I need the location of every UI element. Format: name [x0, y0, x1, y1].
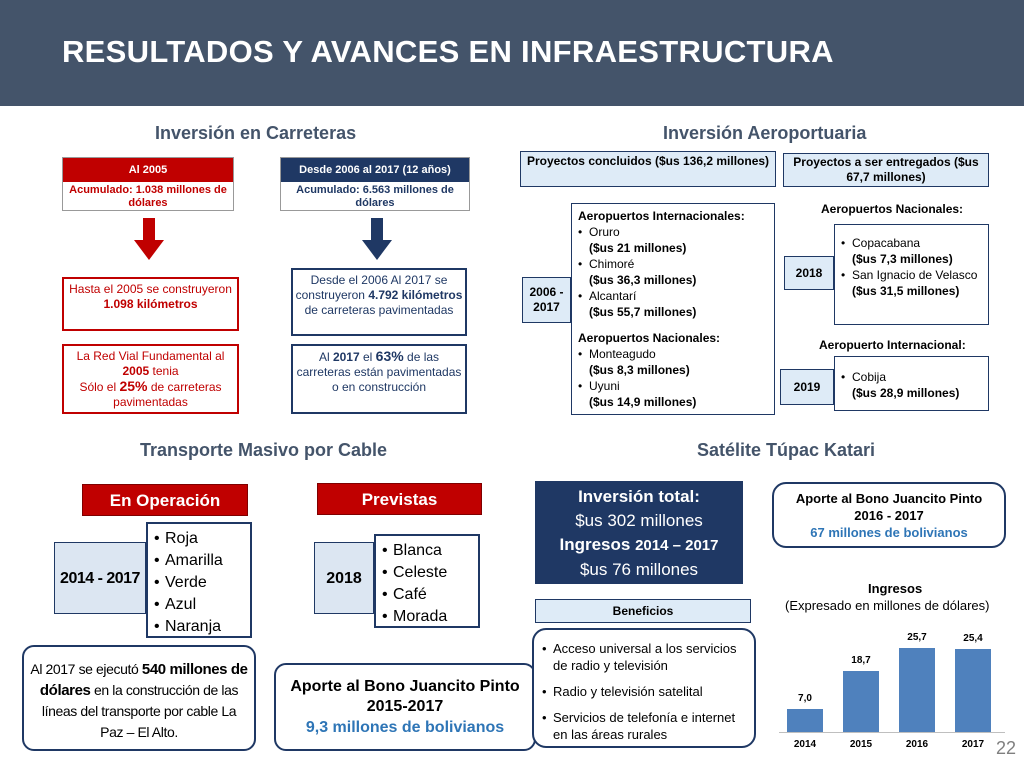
- airport-name: • Chimoré: [578, 256, 768, 272]
- airports-2018-list: [834, 224, 989, 325]
- period-label: Desde 2006 al 2017 (12 años): [281, 158, 469, 182]
- text: Sólo el: [79, 380, 120, 394]
- cable-investment-note: [22, 645, 256, 751]
- section-title-carreteras: Inversión en Carreteras: [155, 123, 357, 143]
- airport-amount: ($us 8,3 millones): [589, 363, 690, 377]
- text-emphasis: 2017: [332, 350, 360, 364]
- ing-value: $us 76 millones: [579, 560, 699, 579]
- intl-airports-title: Aeropuertos Internacionales:: [578, 209, 745, 223]
- paved-2017: [291, 344, 467, 414]
- airport-name: • Monteagudo: [578, 346, 768, 362]
- ing-period: 2014 – 2017: [635, 537, 719, 554]
- planned-lines-box: [374, 534, 480, 628]
- projects-concluded: Proyectos concluidos ($us 136,2 millones): [520, 151, 776, 187]
- cable-line-item: • Verde: [154, 572, 244, 594]
- page-title: RESULTADOS Y AVANCES EN INFRAESTRUCTURA: [62, 34, 834, 69]
- year-2019: 2019: [780, 369, 834, 405]
- bar-2016: [899, 648, 935, 732]
- text: de las carreteras están pavimentadas o en construcción: [296, 350, 462, 394]
- bono-title: Aporte al Bono Juancito Pinto 2015-2017: [290, 678, 520, 715]
- ing-label: Ingresos: [559, 535, 636, 554]
- benefits-box: [532, 628, 756, 748]
- nat-2018-list: [841, 235, 982, 299]
- intl-2019-list: [841, 369, 982, 401]
- airports-concluded-list: [571, 203, 775, 415]
- bar-value-label: 25,7: [907, 631, 927, 643]
- cable-line-item: • Blanca: [382, 540, 472, 562]
- operating-label: En Operación: [82, 484, 248, 516]
- nat-airports-list: [578, 346, 768, 410]
- carreteras-2005-card: [62, 157, 234, 211]
- airport-amount: ($us 55,7 millones): [589, 305, 697, 319]
- cable-line-item: • Celeste: [382, 562, 472, 584]
- planned-label: Previstas: [317, 483, 482, 515]
- satelite-bono-card: [772, 482, 1006, 548]
- carreteras-2006-2017-card: [280, 157, 470, 211]
- section-title-aero: Inversión Aeroportuaria: [663, 123, 867, 143]
- page-number: 22: [996, 738, 1017, 758]
- accumulated-label: Acumulado: 1.038 millones de dólares: [69, 184, 227, 209]
- operating-period: 2014 - 2017: [54, 542, 146, 614]
- airport-amount: ($us 36,3 millones): [589, 273, 697, 287]
- bar-value-label: 18,7: [851, 654, 871, 666]
- nat-2018-title: Aeropuertos Nacionales:: [821, 202, 964, 216]
- intl-airports-list: [578, 224, 768, 320]
- benefit-item: • Acceso universal a los servicios de radio y televisión: [542, 640, 746, 674]
- inv-label: Inversión total:: [578, 487, 700, 506]
- benefits-list: [542, 640, 746, 743]
- bar-value-label: 25,4: [963, 632, 983, 644]
- cable-line-item: • Naranja: [154, 616, 244, 638]
- text: Al 2017 se ejecutó: [30, 661, 142, 677]
- cable-bono-card: [274, 663, 536, 751]
- text: de carreteras pavimentadas: [304, 303, 454, 317]
- x-tick-label: 2014: [793, 739, 817, 750]
- benefits-title: Beneficios: [535, 599, 751, 623]
- x-tick-label: 2016: [905, 739, 929, 750]
- planned-period: 2018: [314, 542, 374, 614]
- airport-amount: ($us 28,9 millones): [852, 386, 960, 400]
- cable-line-item: • Roja: [154, 528, 244, 550]
- text-emphasis: 63%: [375, 348, 404, 364]
- red-vial-2005: [62, 344, 239, 414]
- cable-line-item: • Azul: [154, 594, 244, 616]
- ingresos-bar-chart: [775, 618, 1015, 756]
- arrow-down-navy-icon: [362, 218, 392, 260]
- text-emphasis: 25%: [119, 378, 148, 394]
- text-emphasis: 2005: [122, 364, 150, 378]
- airport-name: • Cobija: [841, 369, 982, 385]
- intl-2019-title: Aeropuerto Internacional:: [819, 338, 966, 352]
- projects-to-deliver: Proyectos a ser entregados ($us 67,7 millones): [783, 153, 989, 187]
- airport-amount: ($us 14,9 millones): [589, 395, 697, 409]
- bar-2014: [787, 709, 823, 732]
- year-2018: 2018: [784, 256, 834, 290]
- airport-amount: ($us 7,3 millones): [852, 252, 953, 266]
- chart-title: Ingresos: [868, 581, 923, 596]
- text: Hasta el 2005 se construyeron: [69, 282, 232, 296]
- accumulated-label: Acumulado: 6.563 millones de dólares: [296, 184, 454, 209]
- arrow-down-red-icon: [134, 218, 164, 260]
- km-built-2005: [62, 277, 239, 331]
- investment-total-card: [535, 481, 743, 584]
- text: de carreteras pavimentadas: [113, 380, 222, 409]
- text: tenia: [149, 364, 179, 378]
- section-title-cable: Transporte Masivo por Cable: [140, 440, 388, 460]
- bar-value-label: 7,0: [798, 693, 812, 704]
- bono-title: Aporte al Bono Juancito Pinto 2016 - 2017: [795, 491, 983, 523]
- text: La Red Vial Fundamental al: [76, 349, 225, 363]
- bar-2017: [955, 649, 991, 732]
- cable-line-item: • Morada: [382, 606, 472, 628]
- inv-value: $us 302 millones: [575, 511, 703, 530]
- airport-name: • Oruro: [578, 224, 768, 240]
- airport-amount: ($us 31,5 millones): [852, 284, 960, 298]
- text-emphasis: 540 millones de dólares: [39, 661, 248, 699]
- text-emphasis: 4.792 kilómetros: [368, 288, 463, 302]
- x-tick-label: 2015: [849, 739, 873, 750]
- operating-lines: [154, 528, 244, 638]
- section-title-satelite: Satélite Túpac Katari: [697, 440, 876, 460]
- x-tick-label: 2017: [961, 739, 985, 750]
- airport-name: • Uyuni: [578, 378, 768, 394]
- x-axis-line: [779, 732, 1005, 733]
- planned-lines: [382, 540, 472, 628]
- cable-line-item: • Café: [382, 584, 472, 606]
- bono-value: 9,3 millones de bolivianos: [305, 719, 505, 736]
- bono-value: 67 millones de bolivianos: [810, 525, 968, 540]
- text: en la construcción de las líneas del transporte por cable La Paz – El Alto.: [41, 682, 239, 740]
- nat-airports-title: Aeropuertos Nacionales:: [578, 331, 721, 345]
- text: el: [359, 350, 376, 364]
- text: Al: [318, 350, 333, 364]
- airports-2019-list: [834, 356, 989, 411]
- chart-subtitle: (Expresado en millones de dólares): [785, 598, 990, 613]
- km-built-2006-2017: [291, 268, 467, 336]
- period-label: Al 2005: [63, 158, 233, 182]
- period-2006-2017: 2006 - 2017: [522, 277, 571, 323]
- airport-name: • Alcantarí: [578, 288, 768, 304]
- text-emphasis: 1.098 kilómetros: [103, 297, 198, 311]
- operating-lines-box: [146, 522, 252, 638]
- benefit-item: • Radio y televisión satelital: [542, 683, 746, 700]
- bar-2015: [843, 671, 879, 732]
- benefit-item: • Servicios de telefonía e internet en las áreas rurales: [542, 709, 746, 743]
- airport-name: • San Ignacio de Velasco: [841, 267, 982, 283]
- airport-name: • Copacabana: [841, 235, 982, 251]
- airport-amount: ($us 21 millones): [589, 241, 687, 255]
- cable-line-item: • Amarilla: [154, 550, 244, 572]
- text: Desde el 2006 Al 2017 se construyeron: [295, 273, 448, 302]
